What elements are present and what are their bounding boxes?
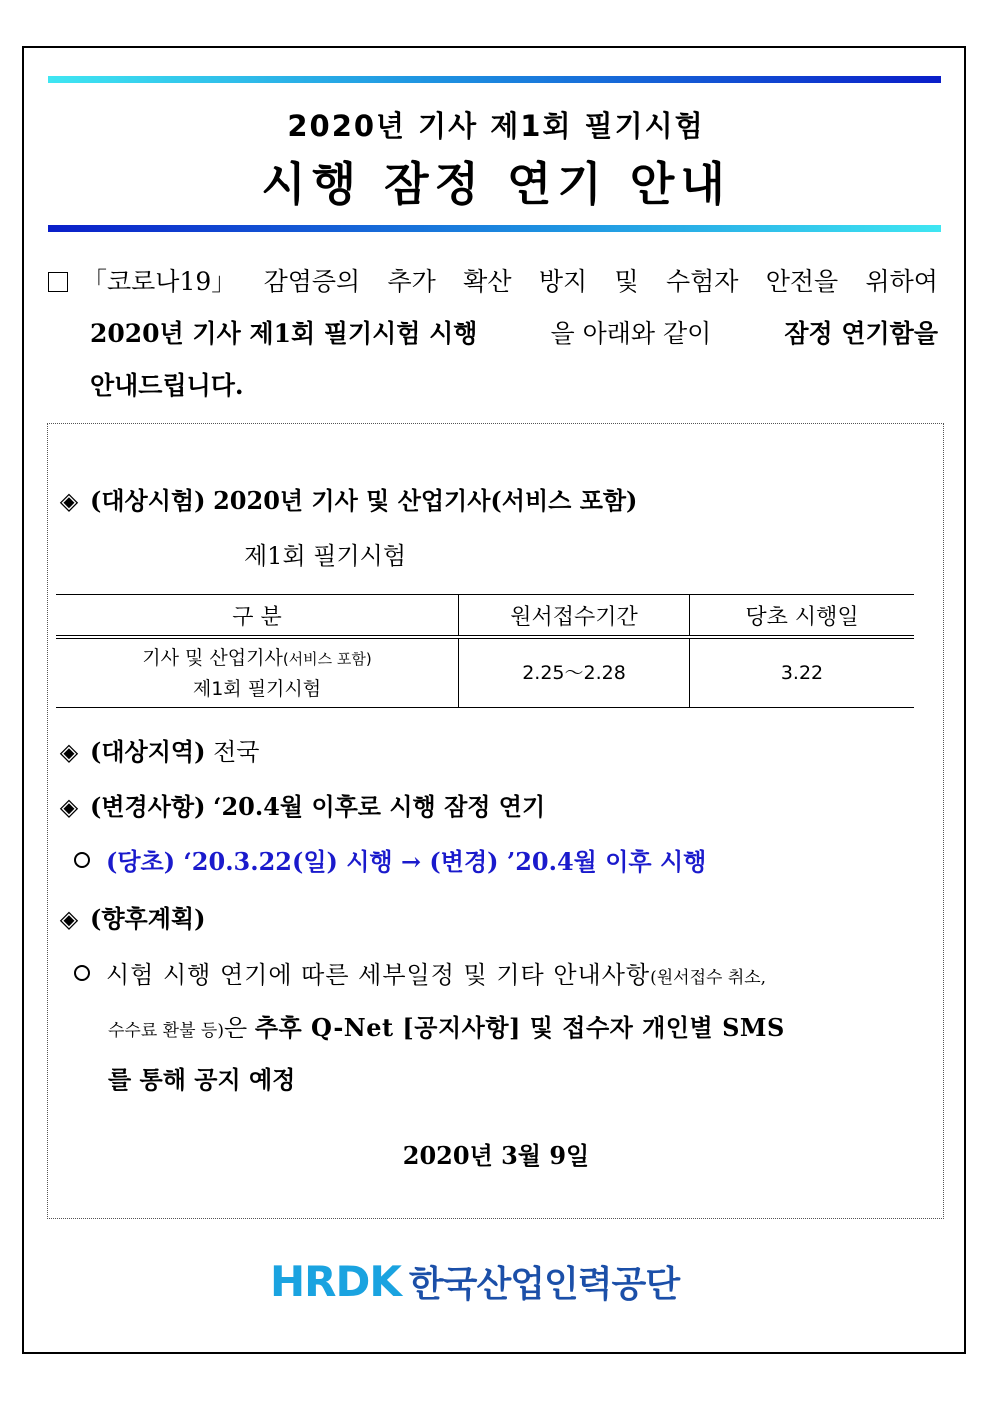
change-detail: (당초) ‘20.3.22(일) 시행 → (변경) ’20.4월 이후 시행 (58, 842, 706, 877)
intro-word: 수험자 (665, 267, 739, 296)
logo-mark: HRDK (270, 1257, 401, 1306)
intro-word: 확산 (463, 267, 512, 296)
intro-first-word: 「코로나19」 (48, 256, 236, 308)
change-text: ‘20.4월 이후로 시행 잠정 연기 (213, 792, 546, 821)
header-bottom-bar (48, 225, 941, 232)
plan-line-1: 시험 시행 연기에 따른 세부일정 및 기타 안내사항(원서접수 취소, (58, 955, 766, 990)
diamond-bullet-icon: ◈ (59, 905, 79, 933)
target-exam-item (56, 481, 637, 516)
notice-date: 2020년 3월 9일 (402, 1141, 590, 1170)
intro-line-2 (48, 308, 938, 360)
diamond-bullet-icon: ◈ (59, 738, 79, 766)
table-cell-category: 기사 및 산업기사(서비스 포함) 제1회 필기시험 (56, 637, 459, 708)
intro-word: 감염증의 (263, 267, 361, 296)
intro-word: 위하여 (865, 267, 938, 296)
checkbox-icon (48, 272, 68, 292)
intro-word: 안전을 (765, 267, 839, 296)
diamond-bullet-icon: ◈ (59, 793, 79, 821)
intro-line2-plain: 을 아래와 같이 (550, 319, 712, 348)
logo-name: 한국산업인력공단 (408, 1264, 680, 1305)
region-label: (대상지역) (90, 737, 206, 766)
circle-bullet-icon (74, 965, 90, 981)
plan-line-2: 수수료 환불 등)은 추후 Q-Net [공지사항] 및 접수자 개인별 SMS (108, 1013, 785, 1042)
intro-word: 추가 (387, 267, 436, 296)
target-text: 2020년 기사 및 산업기사(서비스 포함) (213, 486, 638, 515)
title-line-1: 2020년 기사 제1회 필기시험 (287, 109, 705, 143)
table-header-date: 당초 시행일 (690, 595, 915, 638)
plan-item (56, 899, 205, 934)
table-row (56, 637, 914, 708)
header-top-bar (48, 76, 941, 83)
intro-line2-bold2: 잠정 연기함을 (784, 319, 938, 348)
target-exam-text-2: 제1회 필기시험 (244, 542, 407, 570)
target-region-item (56, 732, 259, 767)
diamond-bullet-icon: ◈ (59, 487, 79, 515)
plan-line-3: 를 통해 공지 예정 (108, 1065, 296, 1094)
circle-bullet-icon (74, 852, 90, 868)
plan-label: (향후계획) (90, 904, 206, 933)
table-header-category: 구 분 (56, 595, 459, 638)
intro-word: 방지 (538, 267, 588, 296)
title-line-2: 시행 잠정 연기 안내 (261, 157, 731, 211)
change-item (56, 787, 545, 822)
intro-paragraph (48, 256, 938, 412)
hrdk-logo (270, 1256, 679, 1307)
intro-line-1 (48, 256, 938, 308)
table-cell-period: 2.25～2.28 (459, 637, 690, 708)
table-header-row (56, 595, 914, 638)
schedule-table (56, 594, 914, 708)
table-header-period: 원서접수기간 (459, 595, 690, 638)
region-text: 전국 (213, 738, 260, 766)
change-label: (변경사항) (90, 792, 206, 821)
intro-line-3: 안내드립니다. (90, 371, 244, 400)
table-cell-date: 3.22 (690, 637, 915, 708)
intro-word: 및 (614, 267, 639, 296)
target-label: (대상시험) (90, 486, 206, 515)
intro-line2-bold: 2020년 기사 제1회 필기시험 시행 (90, 319, 478, 348)
